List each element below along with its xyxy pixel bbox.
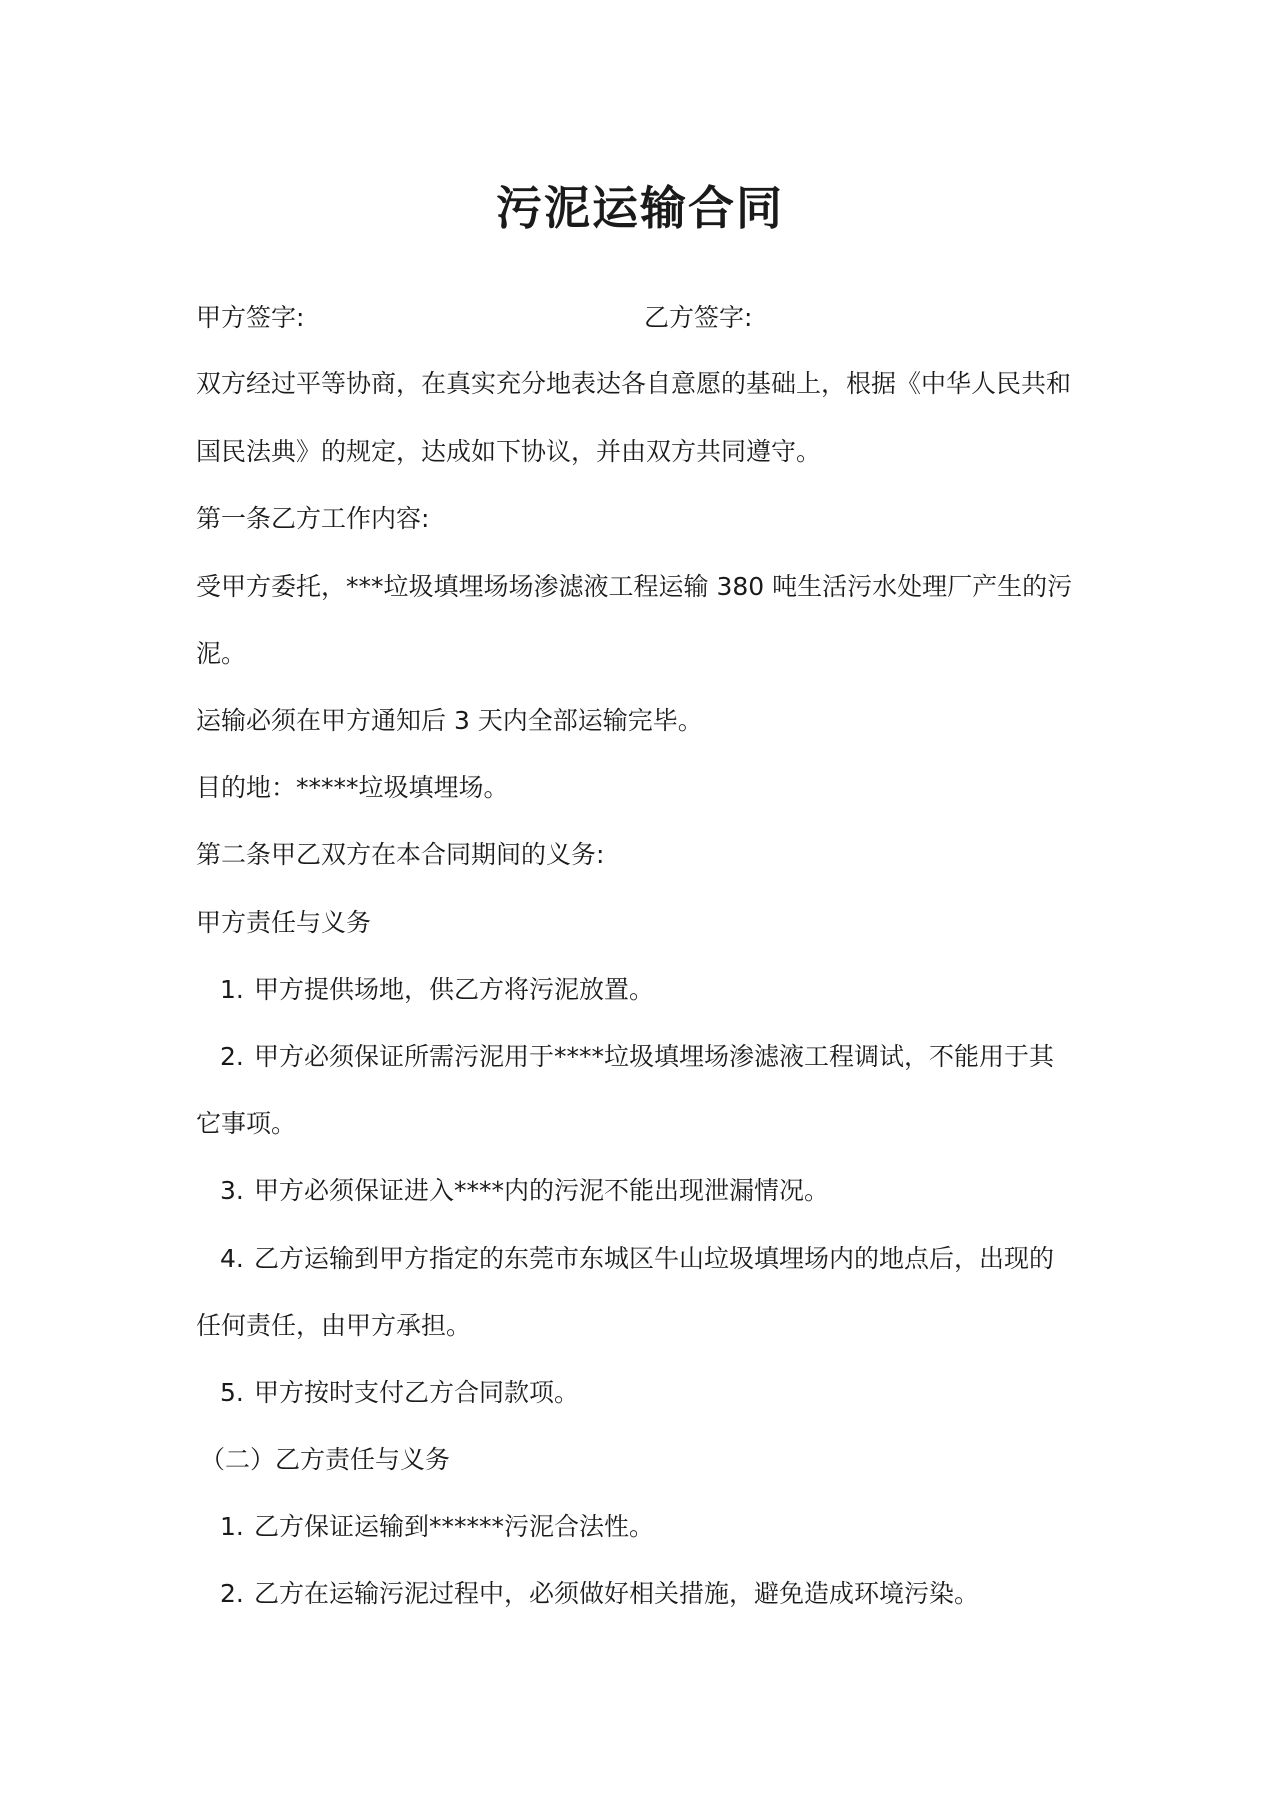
party-a-signature-label: 甲方签字: <box>196 303 305 332</box>
article1-content-line-1: 受甲方委托，***垃圾填埋场场渗滤液工程运输 380 吨生活污水处理厂产生的污 <box>196 572 1073 601</box>
party-a-item-4-continuation: 任何责任，由甲方承担。 <box>196 1311 472 1340</box>
party-b-signature-label: 乙方签字: <box>644 303 753 332</box>
party-a-item-1 <box>220 972 654 1008</box>
article1-destination: 目的地：*****垃圾填埋场。 <box>196 773 509 802</box>
article1-content-line-2: 泥。 <box>196 639 247 668</box>
list-item-text: 乙方在运输污泥过程中，必须做好相关措施，避免造成环境污染。 <box>253 1579 979 1608</box>
list-number: 5. <box>220 1378 244 1407</box>
party-a-item-3 <box>220 1173 829 1209</box>
list-number: 3. <box>220 1176 244 1205</box>
list-item-text: 甲方必须保证进入****内的污泥不能出现泄漏情况。 <box>253 1176 829 1205</box>
list-number: 1. <box>220 975 244 1004</box>
list-number: 4. <box>220 1244 244 1273</box>
party-a-item-5 <box>220 1375 579 1411</box>
list-number: 2. <box>220 1042 244 1071</box>
party-b-duties-heading: （二）乙方责任与义务 <box>200 1445 451 1474</box>
article2-heading: 第二条甲乙双方在本合同期间的义务: <box>196 840 605 869</box>
list-item-text: 甲方提供场地，供乙方将污泥放置。 <box>253 975 654 1004</box>
document-title: 污泥运输合同 <box>496 181 784 235</box>
party-a-item-2-continuation: 它事项。 <box>196 1109 297 1138</box>
list-number: 2. <box>220 1579 244 1608</box>
intro-line-2: 国民法典》的规定，达成如下协议，并由双方共同遵守。 <box>196 437 822 466</box>
list-item-text: 甲方按时支付乙方合同款项。 <box>253 1378 579 1407</box>
party-a-item-4 <box>220 1241 1054 1277</box>
intro-line-1: 双方经过平等协商，在真实充分地表达各自意愿的基础上，根据《中华人民共和 <box>196 369 1072 398</box>
list-item-text: 乙方运输到甲方指定的东莞市东城区牛山垃圾填埋场内的地点后，出现的 <box>253 1244 1054 1273</box>
article1-heading: 第一条乙方工作内容: <box>196 504 430 533</box>
party-a-item-2 <box>220 1039 1054 1075</box>
party-a-duties-heading: 甲方责任与义务 <box>196 908 372 937</box>
article1-deadline: 运输必须在甲方通知后 3 天内全部运输完毕。 <box>196 706 703 735</box>
party-b-item-1 <box>220 1509 654 1545</box>
list-item-text: 甲方必须保证所需污泥用于****垃圾填埋场渗滤液工程调试，不能用于其 <box>253 1042 1054 1071</box>
list-item-text: 乙方保证运输到******污泥合法性。 <box>253 1512 654 1541</box>
party-b-item-2 <box>220 1576 979 1612</box>
list-number: 1. <box>220 1512 244 1541</box>
